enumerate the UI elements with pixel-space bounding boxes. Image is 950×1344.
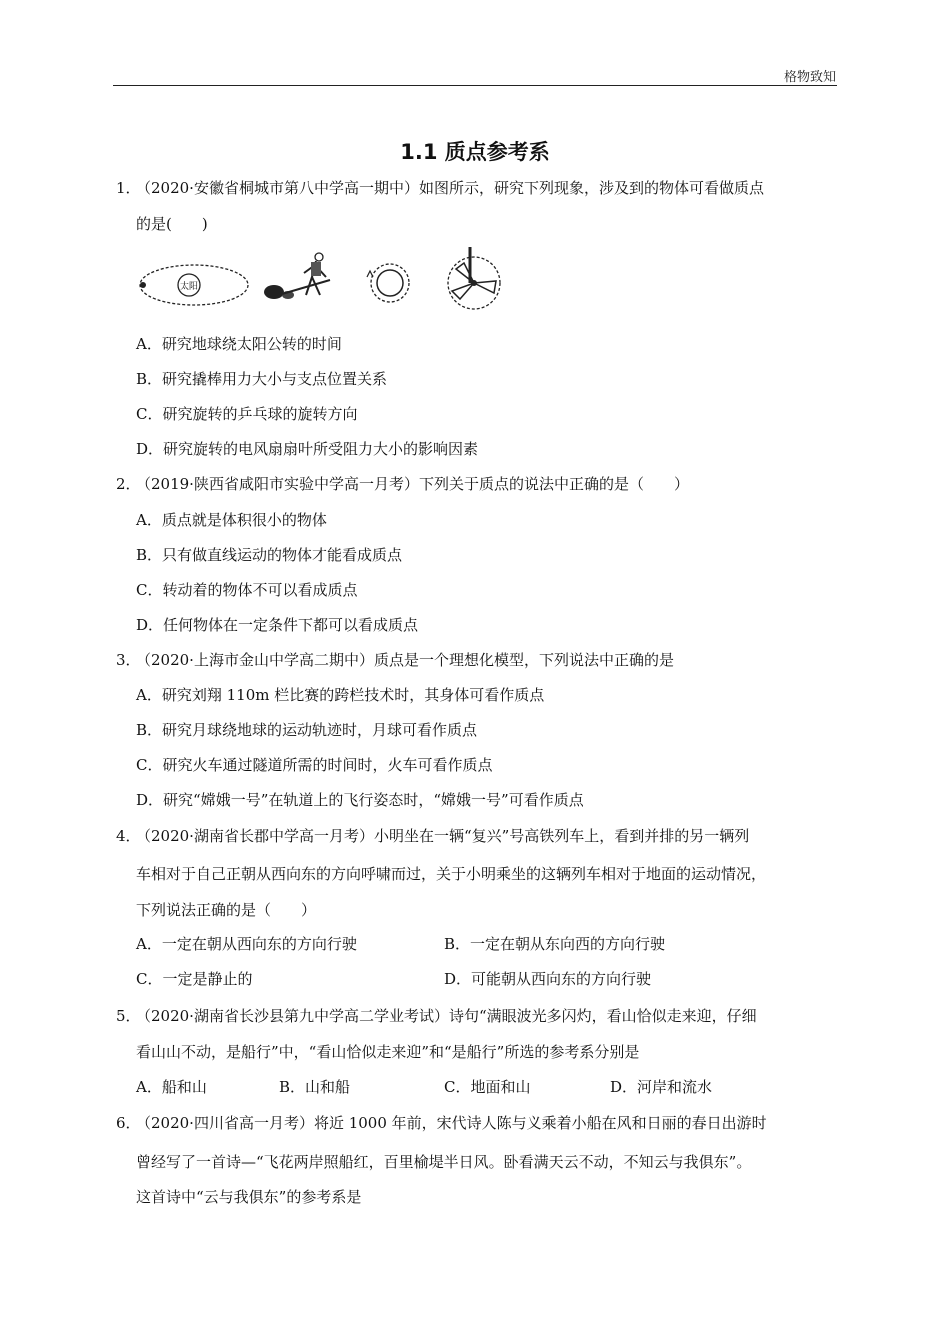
question-4-option-c[interactable]: C．一定是静止的: [136, 970, 253, 988]
question-2-number: 2．: [116, 475, 141, 493]
question-6-text-line2: 曾经写了一首诗—“飞花两岸照船红，百里榆堤半日风。卧看满天云不动，不知云与我俱东”。: [136, 1153, 752, 1171]
question-3-option-c[interactable]: C．研究火车通过隧道所需的时间时，火车可看作质点: [136, 756, 493, 774]
question-2-option-b[interactable]: B．只有做直线运动的物体才能看成质点: [136, 546, 403, 564]
question-3-option-d[interactable]: D．研究“嫦娥一号”在轨道上的飞行姿态时，“嫦娥一号”可看作质点: [136, 791, 584, 809]
question-4-number: 4．: [116, 827, 141, 845]
question-1-option-c[interactable]: C．研究旋转的乒乓球的旋转方向: [136, 405, 358, 423]
question-6-text-line3: 这首诗中“云与我俱东”的参考系是: [136, 1188, 362, 1206]
question-5-option-c[interactable]: C．地面和山: [444, 1078, 531, 1096]
question-1-figure: [134, 247, 514, 315]
header-divider: [113, 85, 837, 86]
question-3-option-b[interactable]: B．研究月球绕地球的运动轨迹时，月球可看作质点: [136, 721, 478, 739]
question-5-option-d[interactable]: D．河岸和流水: [610, 1078, 713, 1096]
question-4-option-a[interactable]: A．一定在朝从西向东的方向行驶: [136, 935, 357, 953]
header-brand: 格物致知: [783, 70, 836, 85]
question-3-option-a[interactable]: A．研究刘翔 110m 栏比赛的跨栏技术时，其身体可看作质点: [136, 686, 545, 704]
question-1-option-b[interactable]: B．研究撬棒用力大小与支点位置关系: [136, 370, 388, 388]
question-2-option-d[interactable]: D．任何物体在一定条件下都可以看成质点: [136, 616, 419, 634]
question-1-text-line1: （2020·安徽省桐城市第八中学高一期中）如图所示，研究下列现象，涉及到的物体可看做质点: [136, 179, 764, 197]
question-5-option-b[interactable]: B．山和船: [279, 1078, 351, 1096]
earth-orbit-sun-diagram: [140, 265, 248, 305]
question-1-option-d[interactable]: D．研究旋转的电风扇扇叶所受阻力大小的影响因素: [136, 440, 479, 458]
question-5-text-line1: （2020·湖南省长沙县第九中学高二学业考试）诗句“满眼波光多闪灼，看山恰似走来迎，仔细: [136, 1007, 757, 1025]
question-3-number: 3．: [116, 651, 141, 669]
question-1-option-a[interactable]: A．研究地球绕太阳公转的时间: [136, 335, 342, 353]
spinning-ball-diagram: [367, 264, 409, 302]
question-6-text-line1: （2020·四川省高一月考）将近 1000 年前，宋代诗人陈与义乘着小船在风和日丽的春日出游时: [136, 1114, 767, 1132]
question-4-text-line2: 车相对于自己正朝从西向东的方向呼啸而过，关于小明乘坐的这辆列车相对于地面的运动情况，: [136, 865, 767, 883]
question-4-option-d[interactable]: D．可能朝从西向东的方向行驶: [444, 970, 652, 988]
question-5-option-a[interactable]: A．船和山: [136, 1078, 207, 1096]
question-2-option-c[interactable]: C．转动着的物体不可以看成质点: [136, 581, 358, 599]
question-2-text-line1: （2019·陕西省咸阳市实验中学高一月考）下列关于质点的说法中正确的是（ ）: [136, 475, 689, 493]
page-title: 1.1 质点参考系: [400, 140, 550, 164]
question-6-number: 6．: [116, 1114, 141, 1132]
question-4-text-line3: 下列说法正确的是（ ）: [136, 901, 317, 919]
question-1-number: 1．: [116, 179, 141, 197]
question-4-text-line1: （2020·湖南省长郡中学高一月考）小明坐在一辆“复兴”号高铁列车上，看到并排的另一辆列: [136, 827, 750, 845]
electric-fan-diagram: [448, 247, 500, 309]
question-5-number: 5．: [116, 1007, 141, 1025]
question-3-text-line1: （2020·上海市金山中学高二期中）质点是一个理想化模型，下列说法中正确的是: [136, 651, 674, 669]
question-4-option-b[interactable]: B．一定在朝从东向西的方向行驶: [444, 935, 666, 953]
lever-worker-diagram: [264, 253, 330, 299]
sun-label: 太阳: [179, 282, 199, 292]
question-2-option-a[interactable]: A．质点就是体积很小的物体: [136, 511, 327, 529]
question-1-text-line2: 的是( ): [136, 215, 208, 233]
question-5-text-line2: 看山山不动，是船行”中，“看山恰似走来迎”和“是船行”所选的参考系分别是: [136, 1043, 640, 1061]
